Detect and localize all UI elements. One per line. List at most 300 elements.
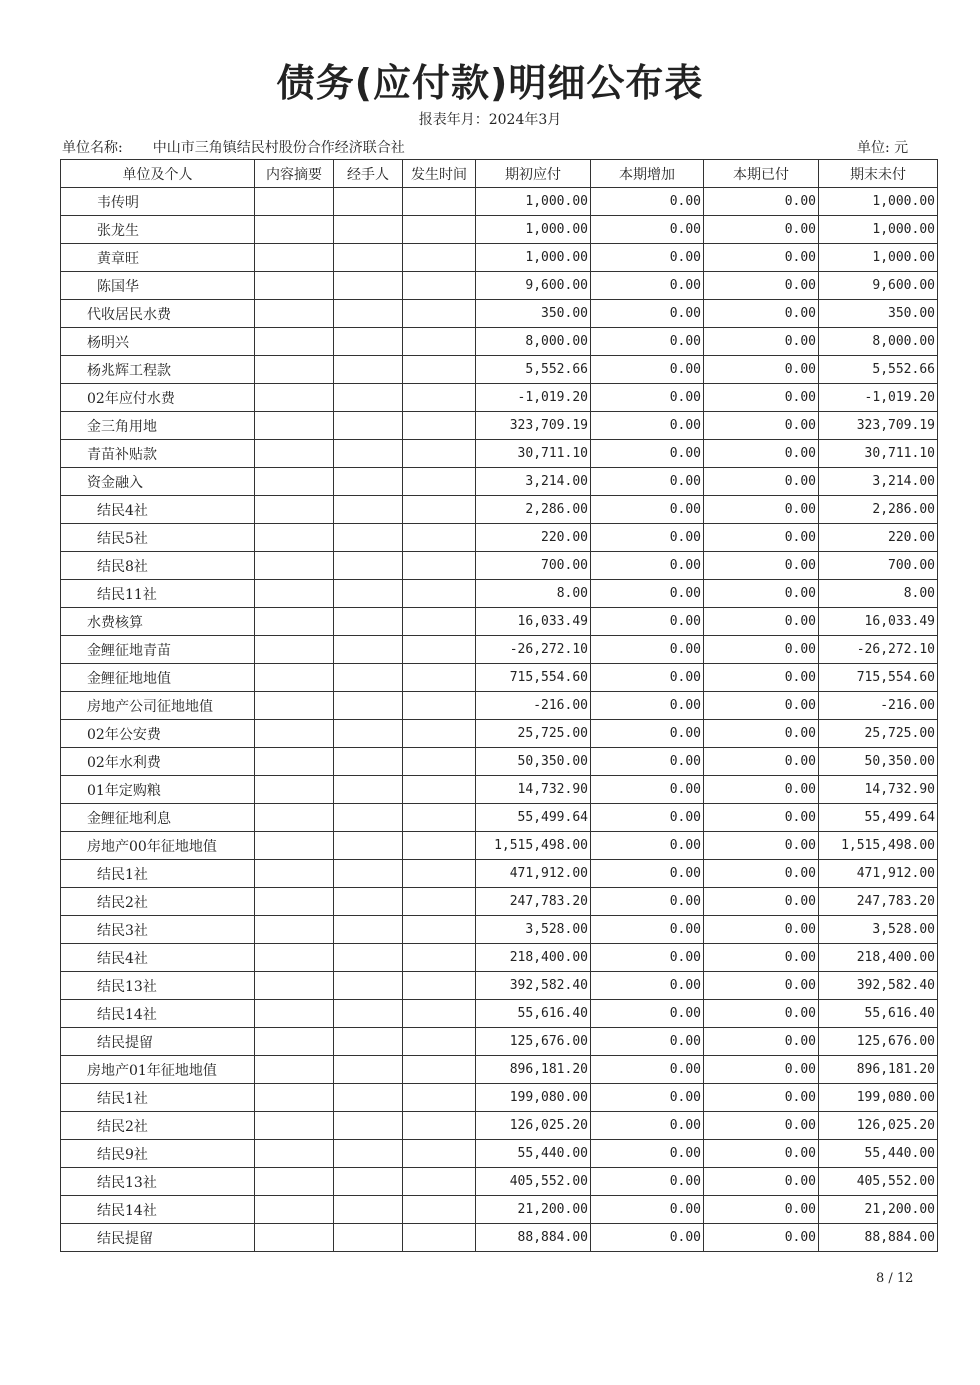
summary-cell [255,412,334,440]
date-cell [403,776,476,804]
summary-cell [255,552,334,580]
closing-unpaid-cell: 1,000.00 [819,188,938,216]
date-cell [403,832,476,860]
closing-unpaid-cell: 125,676.00 [819,1028,938,1056]
entity-name-cell: 金鲤征地利息 [61,804,255,832]
handler-cell [334,580,403,608]
ledger-body [61,188,938,1252]
entity-name-cell: 杨明兴 [61,328,255,356]
closing-unpaid-cell: 5,552.66 [819,356,938,384]
col-header-opening: 期初应付 [476,160,591,188]
closing-unpaid-cell: 8,000.00 [819,328,938,356]
closing-unpaid-cell: 30,711.10 [819,440,938,468]
handler-cell [334,944,403,972]
entity-name-cell: 结民3社 [61,916,255,944]
summary-cell [255,496,334,524]
increase-cell: 0.00 [591,636,704,664]
increase-cell: 0.00 [591,384,704,412]
summary-cell [255,636,334,664]
increase-cell: 0.00 [591,776,704,804]
handler-cell [334,1028,403,1056]
table-row [61,916,938,944]
entity-name-cell: 结民13社 [61,1168,255,1196]
entity-name-cell: 结民11社 [61,580,255,608]
entity-name-cell: 01年定购粮 [61,776,255,804]
table-row [61,888,938,916]
paid-cell: 0.00 [704,692,819,720]
paid-cell: 0.00 [704,664,819,692]
summary-cell [255,1028,334,1056]
entity-name-cell: 金鲤征地地值 [61,664,255,692]
paid-cell: 0.00 [704,412,819,440]
increase-cell: 0.00 [591,1112,704,1140]
paid-cell: 0.00 [704,916,819,944]
ledger-table [60,159,938,1252]
increase-cell: 0.00 [591,468,704,496]
entity-name-cell: 结民8社 [61,552,255,580]
table-row [61,1168,938,1196]
date-cell [403,384,476,412]
table-row [61,944,938,972]
opening-payable-cell: 220.00 [476,524,591,552]
entity-name-cell: 结民2社 [61,1112,255,1140]
handler-cell [334,1140,403,1168]
date-cell [403,916,476,944]
table-row [61,972,938,1000]
table-row [61,440,938,468]
handler-cell [334,776,403,804]
opening-payable-cell: 55,499.64 [476,804,591,832]
entity-name-cell: 结民5社 [61,524,255,552]
handler-cell [334,888,403,916]
handler-cell [334,244,403,272]
increase-cell: 0.00 [591,972,704,1000]
opening-payable-cell: 199,080.00 [476,1084,591,1112]
paid-cell: 0.00 [704,384,819,412]
date-cell [403,1056,476,1084]
table-row [61,1056,938,1084]
entity-name-cell: 结民2社 [61,888,255,916]
paid-cell: 0.00 [704,804,819,832]
closing-unpaid-cell: 1,000.00 [819,216,938,244]
col-header-summary: 内容摘要 [255,160,334,188]
opening-payable-cell: 700.00 [476,552,591,580]
table-row [61,1000,938,1028]
paid-cell: 0.00 [704,272,819,300]
entity-name-cell: 房地产01年征地地值 [61,1056,255,1084]
date-cell [403,1196,476,1224]
summary-cell [255,916,334,944]
table-row [61,496,938,524]
date-cell [403,356,476,384]
closing-unpaid-cell: 392,582.40 [819,972,938,1000]
handler-cell [334,664,403,692]
col-header-date: 发生时间 [403,160,476,188]
handler-cell [334,720,403,748]
header-row [61,160,938,188]
opening-payable-cell: 3,214.00 [476,468,591,496]
date-cell [403,1084,476,1112]
closing-unpaid-cell: 220.00 [819,524,938,552]
date-cell [403,1140,476,1168]
col-header-entity: 单位及个人 [61,160,255,188]
increase-cell: 0.00 [591,524,704,552]
summary-cell [255,608,334,636]
entity-name-cell: 水费核算 [61,608,255,636]
handler-cell [334,1224,403,1252]
paid-cell: 0.00 [704,300,819,328]
opening-payable-cell: 218,400.00 [476,944,591,972]
closing-unpaid-cell: 218,400.00 [819,944,938,972]
table-row [61,1084,938,1112]
opening-payable-cell: 350.00 [476,300,591,328]
table-row [61,216,938,244]
increase-cell: 0.00 [591,1168,704,1196]
opening-payable-cell: 25,725.00 [476,720,591,748]
date-cell [403,944,476,972]
closing-unpaid-cell: 88,884.00 [819,1224,938,1252]
paid-cell: 0.00 [704,748,819,776]
table-row [61,1224,938,1252]
date-cell [403,216,476,244]
opening-payable-cell: 1,515,498.00 [476,832,591,860]
entity-name-cell: 结民1社 [61,860,255,888]
paid-cell: 0.00 [704,972,819,1000]
paid-cell: 0.00 [704,1196,819,1224]
increase-cell: 0.00 [591,412,704,440]
handler-cell [334,1196,403,1224]
summary-cell [255,860,334,888]
summary-cell [255,524,334,552]
table-row [61,328,938,356]
handler-cell [334,1168,403,1196]
handler-cell [334,300,403,328]
closing-unpaid-cell: 247,783.20 [819,888,938,916]
opening-payable-cell: -1,019.20 [476,384,591,412]
entity-name-cell: 02年公安费 [61,720,255,748]
increase-cell: 0.00 [591,692,704,720]
table-row [61,272,938,300]
closing-unpaid-cell: 715,554.60 [819,664,938,692]
opening-payable-cell: 50,350.00 [476,748,591,776]
date-cell [403,328,476,356]
handler-cell [334,1084,403,1112]
opening-payable-cell: 30,711.10 [476,440,591,468]
summary-cell [255,1084,334,1112]
handler-cell [334,1000,403,1028]
summary-cell [255,888,334,916]
increase-cell: 0.00 [591,748,704,776]
opening-payable-cell: 9,600.00 [476,272,591,300]
handler-cell [334,356,403,384]
paid-cell: 0.00 [704,552,819,580]
entity-name-cell: 结民1社 [61,1084,255,1112]
increase-cell: 0.00 [591,1028,704,1056]
paid-cell: 0.00 [704,328,819,356]
entity-name-cell: 韦传明 [61,188,255,216]
handler-cell [334,412,403,440]
summary-cell [255,972,334,1000]
entity-name-cell: 杨兆辉工程款 [61,356,255,384]
date-cell [403,1028,476,1056]
closing-unpaid-cell: 405,552.00 [819,1168,938,1196]
paid-cell: 0.00 [704,720,819,748]
increase-cell: 0.00 [591,1000,704,1028]
closing-unpaid-cell: 14,732.90 [819,776,938,804]
increase-cell: 0.00 [591,888,704,916]
entity-name-cell: 结民4社 [61,496,255,524]
page-number: 8 / 12 [876,1271,914,1286]
summary-cell [255,1168,334,1196]
handler-cell [334,832,403,860]
table-row [61,244,938,272]
paid-cell: 0.00 [704,776,819,804]
summary-cell [255,776,334,804]
increase-cell: 0.00 [591,944,704,972]
closing-unpaid-cell: 3,214.00 [819,468,938,496]
opening-payable-cell: 8.00 [476,580,591,608]
summary-cell [255,1056,334,1084]
summary-cell [255,188,334,216]
opening-payable-cell: 125,676.00 [476,1028,591,1056]
table-row [61,720,938,748]
paid-cell: 0.00 [704,1168,819,1196]
date-cell [403,244,476,272]
table-row [61,832,938,860]
opening-payable-cell: 126,025.20 [476,1112,591,1140]
closing-unpaid-cell: 700.00 [819,552,938,580]
date-cell [403,468,476,496]
entity-name-cell: 结民14社 [61,1000,255,1028]
paid-cell: 0.00 [704,440,819,468]
opening-payable-cell: 5,552.66 [476,356,591,384]
date-cell [403,608,476,636]
handler-cell [334,860,403,888]
summary-cell [255,748,334,776]
table-row [61,860,938,888]
closing-unpaid-cell: 9,600.00 [819,272,938,300]
increase-cell: 0.00 [591,552,704,580]
entity-name-cell: 结民提留 [61,1028,255,1056]
entity-name-cell: 金鲤征地青苗 [61,636,255,664]
currency-unit: 单位: 元 [857,140,909,156]
date-cell [403,188,476,216]
handler-cell [334,272,403,300]
increase-cell: 0.00 [591,440,704,468]
paid-cell: 0.00 [704,1224,819,1252]
paid-cell: 0.00 [704,832,819,860]
opening-payable-cell: 471,912.00 [476,860,591,888]
col-header-handler: 经手人 [334,160,403,188]
paid-cell: 0.00 [704,608,819,636]
paid-cell: 0.00 [704,860,819,888]
col-header-closing: 期末未付 [819,160,938,188]
summary-cell [255,1140,334,1168]
closing-unpaid-cell: 896,181.20 [819,1056,938,1084]
date-cell [403,1224,476,1252]
table-row [61,1028,938,1056]
summary-cell [255,1196,334,1224]
entity-name-cell: 代收居民水费 [61,300,255,328]
opening-payable-cell: 21,200.00 [476,1196,591,1224]
date-cell [403,412,476,440]
table-row [61,692,938,720]
handler-cell [334,216,403,244]
entity-name-cell: 房地产公司征地地值 [61,692,255,720]
opening-payable-cell: 14,732.90 [476,776,591,804]
opening-payable-cell: 3,528.00 [476,916,591,944]
entity-name-cell: 02年水利费 [61,748,255,776]
entity-name-cell: 资金融入 [61,468,255,496]
paid-cell: 0.00 [704,496,819,524]
document-title: 债务(应付款)明细公布表 [276,61,704,105]
date-cell [403,552,476,580]
opening-payable-cell: 2,286.00 [476,496,591,524]
entity-name-cell: 房地产00年征地地值 [61,832,255,860]
opening-payable-cell: 715,554.60 [476,664,591,692]
opening-payable-cell: 16,033.49 [476,608,591,636]
opening-payable-cell: 1,000.00 [476,188,591,216]
summary-cell [255,468,334,496]
handler-cell [334,468,403,496]
increase-cell: 0.00 [591,1084,704,1112]
unit-name-label: 单位名称: [62,140,123,156]
summary-cell [255,832,334,860]
table-row [61,1196,938,1224]
paid-cell: 0.00 [704,468,819,496]
increase-cell: 0.00 [591,1224,704,1252]
date-cell [403,1112,476,1140]
paid-cell: 0.00 [704,244,819,272]
closing-unpaid-cell: 16,033.49 [819,608,938,636]
paid-cell: 0.00 [704,944,819,972]
closing-unpaid-cell: 3,528.00 [819,916,938,944]
handler-cell [334,524,403,552]
opening-payable-cell: 1,000.00 [476,244,591,272]
entity-name-cell: 金三角用地 [61,412,255,440]
paid-cell: 0.00 [704,1000,819,1028]
increase-cell: 0.00 [591,608,704,636]
closing-unpaid-cell: 25,725.00 [819,720,938,748]
paid-cell: 0.00 [704,188,819,216]
entity-name-cell: 结民提留 [61,1224,255,1252]
increase-cell: 0.00 [591,356,704,384]
closing-unpaid-cell: 126,025.20 [819,1112,938,1140]
increase-cell: 0.00 [591,832,704,860]
summary-cell [255,384,334,412]
handler-cell [334,440,403,468]
increase-cell: 0.00 [591,860,704,888]
paid-cell: 0.00 [704,1028,819,1056]
table-row [61,356,938,384]
summary-cell [255,272,334,300]
paid-cell: 0.00 [704,524,819,552]
handler-cell [334,608,403,636]
date-cell [403,580,476,608]
paid-cell: 0.00 [704,356,819,384]
table-row [61,1112,938,1140]
paid-cell: 0.00 [704,888,819,916]
summary-cell [255,692,334,720]
closing-unpaid-cell: -26,272.10 [819,636,938,664]
entity-name-cell: 结民4社 [61,944,255,972]
increase-cell: 0.00 [591,580,704,608]
table-row [61,776,938,804]
summary-cell [255,216,334,244]
table-row [61,608,938,636]
handler-cell [334,552,403,580]
report-date: 报表年月：2024年3月 [418,112,562,128]
handler-cell [334,1112,403,1140]
date-cell [403,440,476,468]
table-row [61,580,938,608]
table-row [61,468,938,496]
closing-unpaid-cell: -216.00 [819,692,938,720]
paid-cell: 0.00 [704,1084,819,1112]
closing-unpaid-cell: 8.00 [819,580,938,608]
increase-cell: 0.00 [591,328,704,356]
date-cell [403,748,476,776]
closing-unpaid-cell: 2,286.00 [819,496,938,524]
closing-unpaid-cell: 50,350.00 [819,748,938,776]
handler-cell [334,1056,403,1084]
entity-name-cell: 结民9社 [61,1140,255,1168]
handler-cell [334,748,403,776]
increase-cell: 0.00 [591,916,704,944]
increase-cell: 0.00 [591,272,704,300]
closing-unpaid-cell: 55,499.64 [819,804,938,832]
table-row [61,188,938,216]
summary-cell [255,580,334,608]
closing-unpaid-cell: 1,000.00 [819,244,938,272]
date-cell [403,720,476,748]
summary-cell [255,720,334,748]
handler-cell [334,384,403,412]
table-row [61,524,938,552]
summary-cell [255,804,334,832]
table-row [61,804,938,832]
table-row [61,300,938,328]
closing-unpaid-cell: 350.00 [819,300,938,328]
entity-name-cell: 陈国华 [61,272,255,300]
opening-payable-cell: 55,440.00 [476,1140,591,1168]
unit-name-line [62,137,405,157]
increase-cell: 0.00 [591,664,704,692]
increase-cell: 0.00 [591,1056,704,1084]
increase-cell: 0.00 [591,1196,704,1224]
handler-cell [334,188,403,216]
table-row [61,748,938,776]
opening-payable-cell: 392,582.40 [476,972,591,1000]
opening-payable-cell: -26,272.10 [476,636,591,664]
entity-name-cell: 黄章旺 [61,244,255,272]
entity-name-cell: 张龙生 [61,216,255,244]
date-cell [403,496,476,524]
increase-cell: 0.00 [591,216,704,244]
opening-payable-cell: 1,000.00 [476,216,591,244]
date-cell [403,636,476,664]
handler-cell [334,328,403,356]
handler-cell [334,692,403,720]
table-row [61,664,938,692]
increase-cell: 0.00 [591,300,704,328]
paid-cell: 0.00 [704,1056,819,1084]
table-row [61,384,938,412]
opening-payable-cell: 55,616.40 [476,1000,591,1028]
table-row [61,1140,938,1168]
entity-name-cell: 青苗补贴款 [61,440,255,468]
paid-cell: 0.00 [704,1140,819,1168]
